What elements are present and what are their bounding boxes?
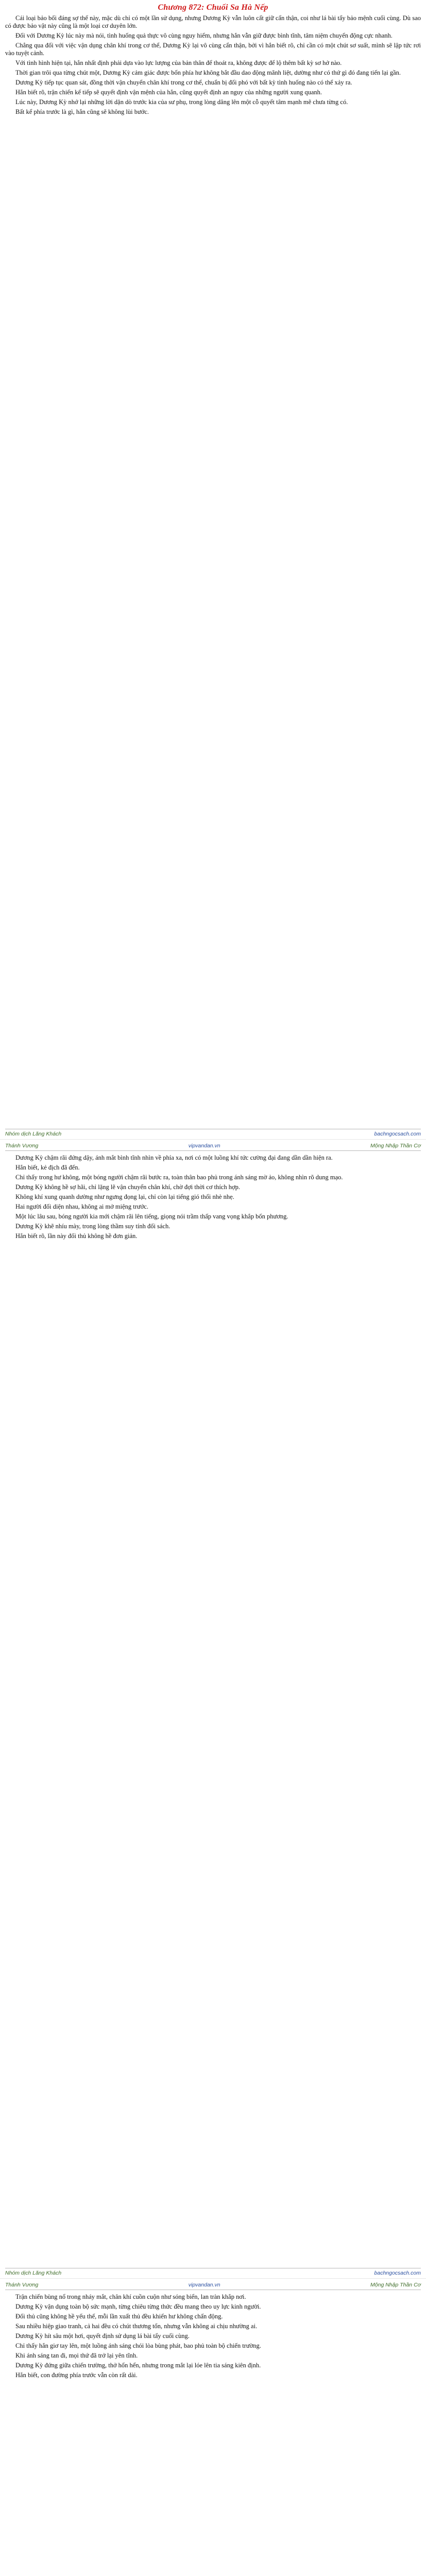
paragraph: Dương Kỳ tiếp tục quan sát, đồng thời vận chuyển chân khí trong cơ thể, chuẩn bị đối phó với bất kỳ tình huống nào có thể xảy ra. xyxy=(15,79,352,86)
page-footer xyxy=(5,2268,421,2276)
header-book-title: Thánh Vương xyxy=(5,2282,39,2288)
paragraph: Sau nhiều hiệp giao tranh, cả hai đều có chút thương tổn, nhưng vẫn không ai chịu nhường ai. xyxy=(15,2323,258,2330)
paragraph: Dương Kỳ chậm rãi đứng dậy, ánh mắt bình tĩnh nhìn về phía xa, nơi có một luồng khí tức cường đại đang dần dần hiện ra. xyxy=(15,1154,333,1161)
paragraph: Hắn biết, kẻ địch đã đến. xyxy=(15,1164,80,1171)
paragraph: Với tình hình hiện tại, hắn nhất định phải dựa vào lực lượng của bản thân để thoát ra, không được để lộ thêm bất kỳ sơ hở nào. xyxy=(15,59,342,66)
page-1 xyxy=(0,0,426,1139)
paragraph: Đối với Dương Kỳ lúc này mà nói, tình huống quả thực vô cùng nguy hiểm, nhưng hắn vẫn giữ được bình tĩnh, tâm niệm chuyển động cực nhanh. xyxy=(15,32,393,39)
body-text xyxy=(5,1154,421,1240)
paragraph: Chẳng qua đối với việc vận dụng chân khí trong cơ thể, Dương Kỳ lại vô cùng cẩn thận, bởi vì hắn biết rõ, chỉ cần có một chút sơ suất, mình sẽ lập tức rơi vào tuyệt cảnh. xyxy=(5,42,421,57)
paragraph: Thời gian trôi qua từng chút một, Dương Kỳ cảm giác được bốn phía hư không bắt đầu dao động mãnh liệt, dường như có thứ gì đó đang tiến lại gần. xyxy=(15,69,401,76)
page-footer xyxy=(5,1129,421,1137)
paragraph: Dương Kỳ đứng giữa chiến trường, thở hổn hển, nhưng trong mắt lại lóe lên tia sáng kiên định. xyxy=(15,2362,261,2369)
paragraph: Hắn biết rõ, lần này đối thủ không hề đơn giản. xyxy=(15,1232,138,1240)
page-header xyxy=(5,2282,421,2290)
footer-site: bachngocsach.com xyxy=(374,2270,421,2276)
paragraph: Hắn biết, con đường phía trước vẫn còn rất dài. xyxy=(15,2371,138,2379)
footer-group-name: Nhóm dịch Lãng Khách xyxy=(5,1131,62,1137)
body-text xyxy=(5,14,421,116)
paragraph: Đối thủ cũng không hề yếu thế, mỗi lần xuất thủ đều khiến hư không chấn động. xyxy=(15,2313,223,2320)
paragraph: Cái loại bảo bối đáng sợ thế này, mặc dù chỉ có một lần sử dụng, nhưng Dương Kỳ vẫn luôn cất giữ cẩn thận, coi như lá bài tẩy bảo mệnh cuối cùng. Dù sao có được bảo vật này cũng là một loại cơ duyên lớn. xyxy=(5,14,421,29)
footer-group-name: Nhóm dịch Lãng Khách xyxy=(5,2270,62,2276)
header-author: Mộng Nhập Thần Cơ xyxy=(370,2282,421,2288)
paragraph: Dương Kỳ vận dụng toàn bộ sức mạnh, từng chiêu từng thức đều mang theo uy lực kinh người. xyxy=(15,2303,261,2310)
paragraph: Lúc này, Dương Kỳ nhớ lại những lời dặn dò trước kia của sư phụ, trong lòng dâng lên một cỗ quyết tâm mạnh mẽ chưa từng có. xyxy=(15,98,348,106)
paragraph: Chỉ thấy hắn giơ tay lên, một luồng ánh sáng chói lòa bùng phát, bao phủ toàn bộ chiến trường. xyxy=(15,2342,261,2349)
paragraph: Trận chiến bùng nổ trong nháy mắt, chân khí cuồn cuộn như sóng biển, lan tràn khắp nơi. xyxy=(15,2293,246,2300)
paragraph: Hắn biết rõ, trận chiến kế tiếp sẽ quyết định vận mệnh của hắn, cũng quyết định an nguy của những người xung quanh. xyxy=(15,89,322,96)
header-book-title: Thánh Vương xyxy=(5,1143,39,1149)
paragraph: Khi ánh sáng tan đi, mọi thứ đã trở lại yên tĩnh. xyxy=(15,2352,138,2359)
paragraph: Không khí xung quanh dường như ngưng đọng lại, chỉ còn lại tiếng gió thổi nhè nhẹ. xyxy=(15,1193,234,1200)
page-3 xyxy=(0,2278,426,2576)
header-site: vipvandan.vn xyxy=(188,2282,220,2288)
paragraph: Dương Kỳ khẽ nhíu mày, trong lòng thầm suy tính đối sách. xyxy=(15,1223,171,1230)
header-site: vipvandan.vn xyxy=(188,1143,220,1149)
paragraph: Hai người đối diện nhau, không ai mở miệng trước. xyxy=(15,1203,148,1210)
page-header xyxy=(5,1143,421,1151)
paragraph: Một lúc lâu sau, bóng người kia mới chậm rãi lên tiếng, giọng nói trầm thấp vang vọng khắp bốn phương. xyxy=(15,1213,288,1220)
paragraph: Bất kể phía trước là gì, hắn cũng sẽ không lùi bước. xyxy=(15,108,149,115)
header-author: Mộng Nhập Thần Cơ xyxy=(370,1143,421,1149)
chapter-title: Chương 872: Chuối Sa Hà Nếp xyxy=(158,3,268,12)
paragraph: Chỉ thấy trong hư không, một bóng người chậm rãi bước ra, toàn thân bao phủ trong ánh sáng mờ ảo, không nhìn rõ dung mạo. xyxy=(15,1174,343,1181)
page-2 xyxy=(0,1139,426,2278)
body-text xyxy=(5,2293,421,2379)
paragraph: Dương Kỳ không hề sợ hãi, chỉ lặng lẽ vận chuyển chân khí, chờ đợi thời cơ thích hợp. xyxy=(15,1183,240,1191)
paragraph: Dương Kỳ hít sâu một hơi, quyết định sử dụng lá bài tẩy cuối cùng. xyxy=(15,2332,190,2340)
footer-site: bachngocsach.com xyxy=(374,1131,421,1137)
